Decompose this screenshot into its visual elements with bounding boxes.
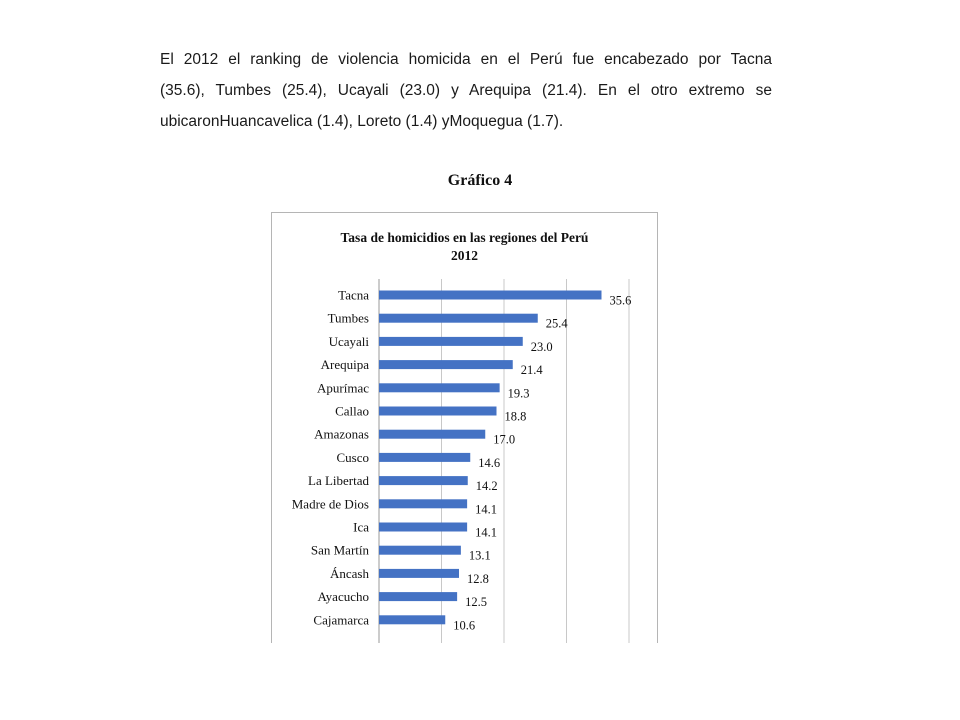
value-label: 35.6 [609,293,632,308]
category-label: Tumbes [327,310,369,326]
category-label: San Martín [310,542,369,558]
value-label: 17.0 [493,432,516,447]
bar [379,499,467,508]
category-label: Tacna [338,287,369,303]
value-label: 21.4 [520,363,543,378]
value-label: 14.1 [475,525,497,540]
bar [379,546,461,555]
bar [379,291,602,300]
value-label: 19.3 [507,386,530,401]
figure-title: Gráfico 4 [447,172,513,189]
value-label: 10.6 [453,618,476,633]
category-label: Ayacucho [317,589,369,605]
category-label: Ica [353,519,369,535]
category-label: Madre de Dios [291,496,369,512]
category-label: Cajamarca [313,612,369,628]
category-label: La Libertad [308,473,369,489]
value-label: 14.2 [475,479,498,494]
category-label: Áncash [330,565,369,581]
bar [379,615,445,624]
category-label: Cusco [336,449,369,465]
bar [379,592,457,601]
bar [379,337,523,346]
bar [379,453,470,462]
value-label: 12.5 [465,595,487,610]
category-label: Ucayali [328,333,369,349]
value-label: 18.8 [504,409,527,424]
paragraph-line: ubicaronHuancavelica (1.4), Loreto (1.4) yMoquegua (1.7). [160,113,564,130]
value-label: 12.8 [467,571,489,586]
bar [379,523,467,532]
bar [379,360,513,369]
bar-chart [272,213,657,643]
chart-container [271,212,658,643]
value-label: 14.6 [478,455,501,470]
value-label: 14.1 [475,502,497,517]
paragraph-line: El 2012 el ranking de violencia homicida en el Perú fue encabezado por Tacna [160,51,772,68]
chart-title-line2: 2012 [451,248,478,263]
value-label: 25.4 [545,316,568,331]
chart-title-line1: Tasa de homicidios en las regiones del Perú [340,230,589,245]
intro-paragraph [160,44,772,137]
paragraph-line: (35.6), Tumbes (25.4), Ucayali (23.0) y Arequipa (21.4). En el otro extremo se [160,82,772,99]
bar [379,314,538,323]
value-label: 23.0 [530,339,553,354]
bar [379,569,459,578]
category-label: Amazonas [314,426,369,442]
category-label: Arequipa [320,357,369,373]
category-label: Callao [335,403,369,419]
value-label: 13.1 [468,548,491,563]
bar [379,383,500,392]
category-label: Apurímac [317,380,369,396]
bar [379,407,497,416]
bar [379,476,468,485]
bar [379,430,485,439]
